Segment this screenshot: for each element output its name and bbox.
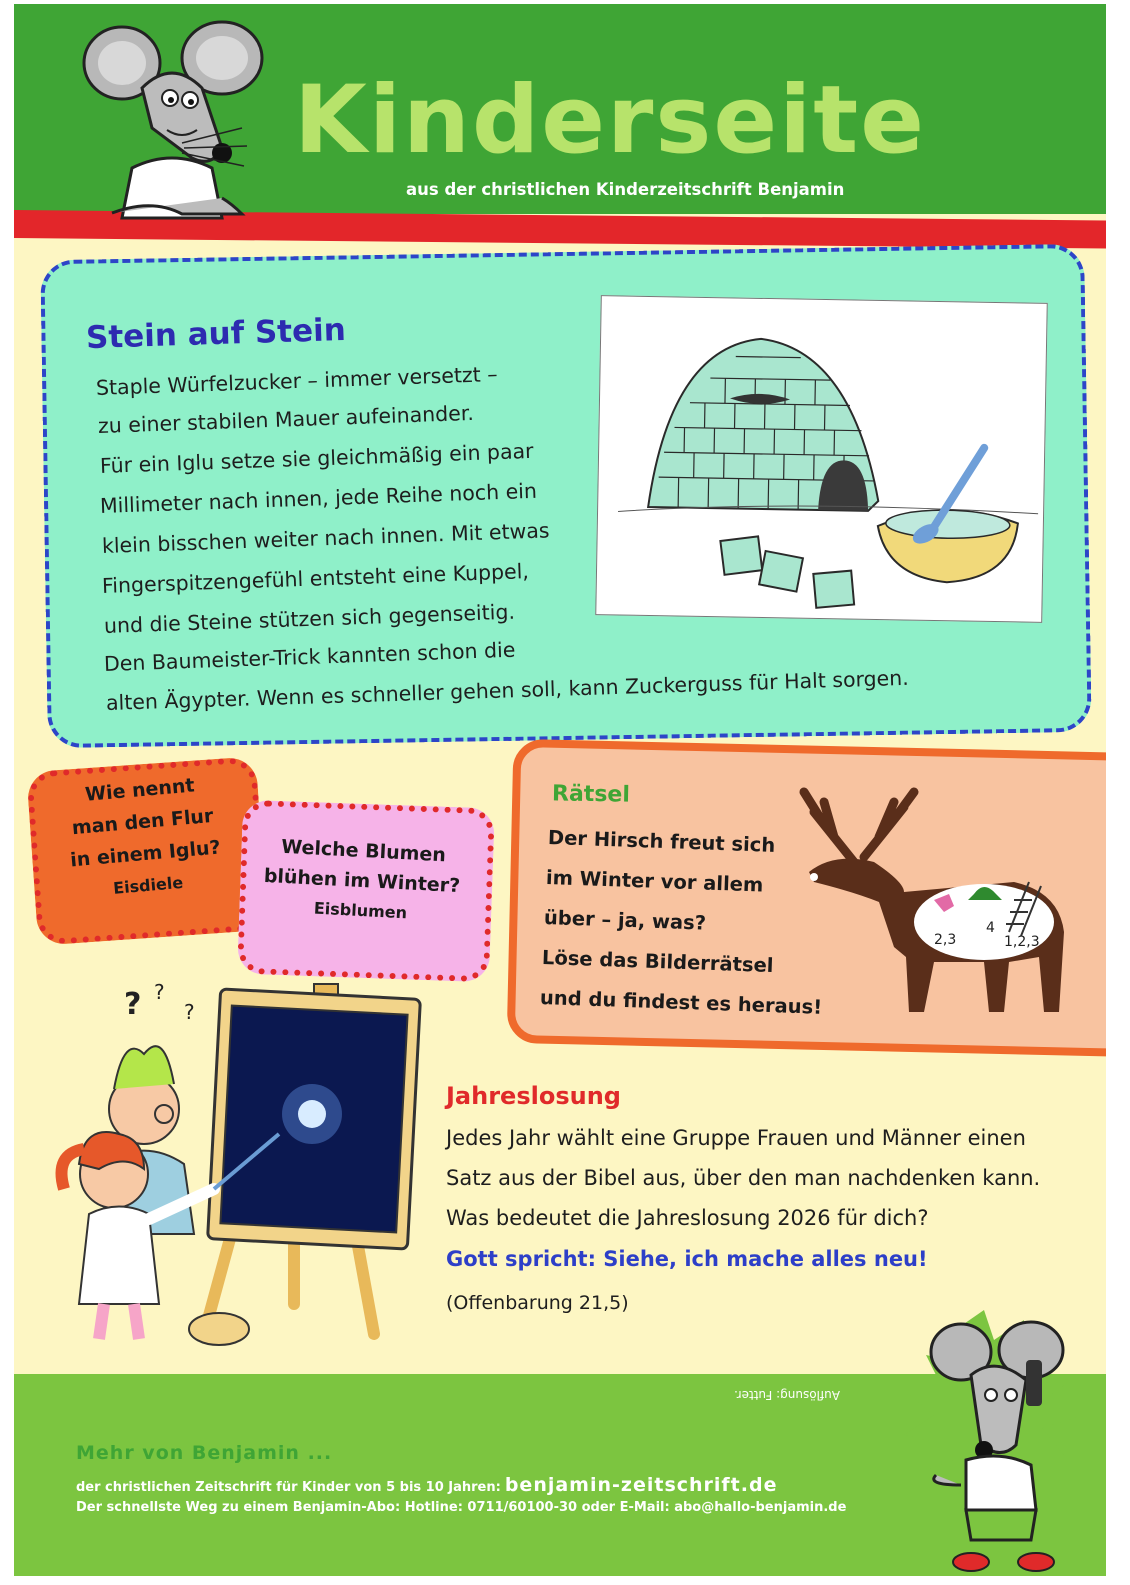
riddle-question	[250, 830, 474, 931]
solution-upside-down: Auflösung: Futter.	[734, 1388, 840, 1402]
deer-label: 2,3	[934, 932, 957, 948]
stein-text-line: Für ein Iglu setze sie gleichmäßig ein paar	[99, 438, 534, 478]
riddle-question-line: Welche Blumen	[280, 835, 447, 867]
stein-text-line: Fingerspitzengefühl entsteht eine Kuppel,	[101, 559, 530, 598]
riddle-answer: Eisblumen	[313, 898, 408, 923]
mouse-mascot-icon	[72, 18, 272, 228]
jahreslosung-line: Was bedeutet die Jahreslosung 2026 für dich?	[446, 1206, 929, 1230]
raetsel-line: Löse das Bilderrätsel	[541, 946, 774, 978]
stein-text-line: alten Ägypter. Wenn es schneller gehen soll, kann Zuckerguss für Halt sorgen.	[105, 665, 910, 715]
page	[14, 4, 1106, 1576]
deer-label: 4	[986, 920, 995, 936]
footer-title: Mehr von Benjamin ...	[76, 1442, 333, 1464]
raetsel-line: über – ja, was?	[543, 906, 707, 935]
svg-text:?: ?	[184, 1000, 195, 1024]
page-subtitle: aus der christlichen Kinderzeitschrift Benjamin	[406, 180, 845, 199]
stein-text-line: zu einer stabilen Mauer aufeinander.	[97, 400, 475, 438]
page-title: Kinderseite	[294, 66, 926, 175]
mouse-phone-icon	[866, 1300, 1101, 1576]
stein-text-line: Den Baumeister-Trick kannten schon die	[103, 637, 516, 676]
raetsel-line: und du findest es heraus!	[539, 986, 823, 1019]
footer-info-text: der christlichen Zeitschrift für Kinder von 5 bis 10 Jahren:	[76, 1480, 501, 1495]
riddle-answer: Eisdiele	[112, 872, 184, 898]
deer-label: 1,2,3	[1004, 934, 1040, 950]
riddle-question-line: blühen im Winter?	[263, 864, 461, 898]
raetsel-title: Rätsel	[551, 781, 631, 808]
svg-text:?: ?	[154, 980, 165, 1004]
riddle-question-line: man den Flur	[71, 804, 215, 840]
riddle-question-line: Wie nennt	[84, 774, 196, 806]
jahreslosung-reference: (Offenbarung 21,5)	[446, 1292, 629, 1314]
raetsel-line: Der Hirsch freut sich	[547, 826, 776, 857]
stein-text-line: Staple Würfelzucker – immer versetzt –	[95, 361, 498, 400]
footer-website-link[interactable]: benjamin-zeitschrift.de	[504, 1474, 778, 1496]
jahreslosung-title: Jahreslosung	[446, 1082, 621, 1110]
footer-info-line	[76, 1474, 777, 1496]
stein-text-line: Millimeter nach innen, jede Reihe noch ein	[99, 478, 538, 518]
svg-text:?: ?	[124, 987, 142, 1022]
igloo-illustration	[595, 295, 1048, 623]
riddle-question-line: in einem Iglu?	[69, 836, 222, 872]
footer-contact-line: Der schnellste Weg zu einem Benjamin-Abo: Hotline: 0711/60100-30 oder E-Mail: abo@hallo-benjamin.de	[76, 1500, 847, 1515]
raetsel-line: im Winter vor allem	[545, 866, 764, 897]
deer-picture-puzzle-icon	[794, 782, 1074, 1032]
stein-text-line: klein bisschen weiter nach innen. Mit etwas	[101, 518, 550, 558]
stein-text-line: und die Steine stützen sich gegenseitig.	[103, 599, 516, 638]
jahreslosung-verse: Gott spricht: Siehe, ich mache alles neu!	[446, 1247, 928, 1271]
jahreslosung-line: Satz aus der Bibel aus, über den man nachdenken kann.	[446, 1166, 1041, 1190]
stein-title: Stein auf Stein	[85, 311, 347, 357]
sugar-igloo-icon	[596, 296, 1046, 622]
riddle-question	[49, 766, 239, 909]
jahreslosung-line: Jedes Jahr wählt eine Gruppe Frauen und Männer einen	[446, 1126, 1026, 1150]
kids-painting-illustration	[44, 974, 444, 1354]
